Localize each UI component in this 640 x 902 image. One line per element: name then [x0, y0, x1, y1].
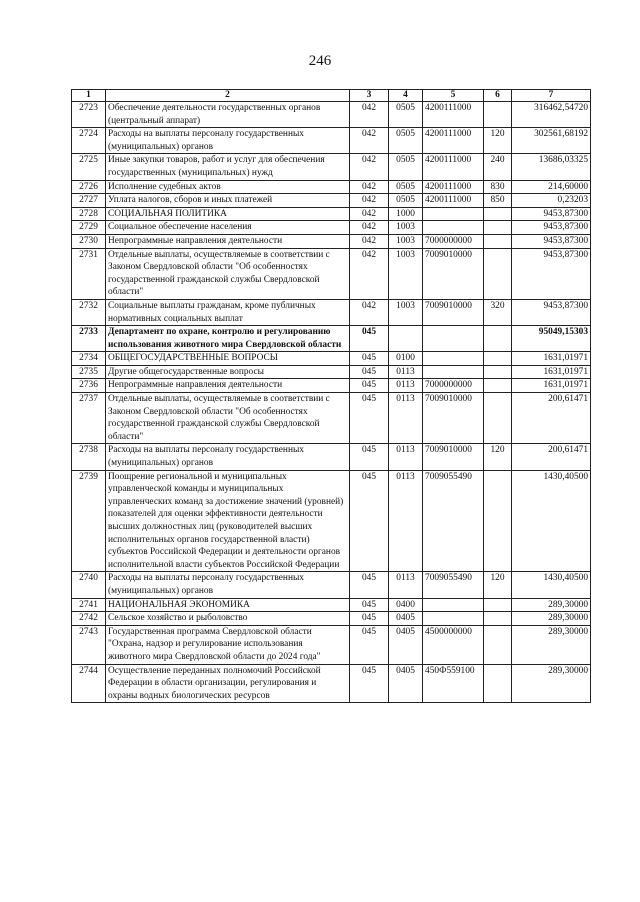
row-amount: 9453,87300 — [512, 248, 591, 299]
row-amount: 200,61471 — [512, 444, 591, 470]
row-amount: 289,30000 — [512, 664, 591, 703]
table-row — [72, 221, 591, 235]
header-col-3: 3 — [350, 90, 389, 102]
row-name: Осуществление переданных полномочий Российской Федерации в области организации, регулирования и охраны водных биологических ресурсов — [106, 664, 350, 703]
row-admin-code: 045 — [350, 572, 389, 598]
row-number: 2743 — [72, 625, 106, 664]
row-section-code: 0113 — [389, 393, 423, 444]
row-amount: 1631,01971 — [512, 352, 591, 366]
row-name: НАЦИОНАЛЬНАЯ ЭКОНОМИКА — [106, 598, 350, 612]
table-row — [72, 180, 591, 194]
row-expense-type — [484, 221, 512, 235]
table-header-row — [72, 90, 591, 102]
row-expense-type — [484, 365, 512, 379]
row-number: 2736 — [72, 379, 106, 393]
row-name: Исполнение судебных актов — [106, 180, 350, 194]
row-number: 2738 — [72, 444, 106, 470]
header-col-2: 2 — [106, 90, 350, 102]
row-name: Отдельные выплаты, осуществляемые в соответствии с Законом Свердловской области "Об особенностях государственной гражданской службы Свердловской области" — [106, 248, 350, 299]
row-name: Другие общегосударственные вопросы — [106, 365, 350, 379]
row-admin-code: 042 — [350, 154, 389, 180]
row-amount: 0,23203 — [512, 194, 591, 208]
row-admin-code: 045 — [350, 664, 389, 703]
row-expense-type: 850 — [484, 194, 512, 208]
table-body — [72, 102, 591, 703]
row-expense-type — [484, 379, 512, 393]
table-row — [72, 470, 591, 572]
row-target-article — [423, 365, 484, 379]
row-name: Обеспечение деятельности государственных органов (центральный аппарат) — [106, 102, 350, 128]
row-expense-type — [484, 612, 512, 626]
row-name: Расходы на выплаты персоналу государственных (муниципальных) органов — [106, 572, 350, 598]
row-expense-type — [484, 664, 512, 703]
row-amount: 316462,54720 — [512, 102, 591, 128]
row-amount: 289,30000 — [512, 625, 591, 664]
row-admin-code: 045 — [350, 393, 389, 444]
row-section-code: 1003 — [389, 234, 423, 248]
row-amount: 1631,01971 — [512, 365, 591, 379]
row-name: Расходы на выплаты персоналу государственных (муниципальных) органов — [106, 444, 350, 470]
table-row — [72, 194, 591, 208]
table-row — [72, 234, 591, 248]
row-section-code: 0400 — [389, 598, 423, 612]
row-expense-type — [484, 393, 512, 444]
row-admin-code: 042 — [350, 180, 389, 194]
row-number: 2730 — [72, 234, 106, 248]
row-section-code: 0505 — [389, 102, 423, 128]
row-expense-type: 120 — [484, 444, 512, 470]
row-amount: 95049,15303 — [512, 326, 591, 352]
row-target-article: 4200111000 — [423, 102, 484, 128]
row-target-article — [423, 352, 484, 366]
row-number: 2728 — [72, 207, 106, 221]
row-name: СОЦИАЛЬНАЯ ПОЛИТИКА — [106, 207, 350, 221]
row-target-article: 7009010000 — [423, 248, 484, 299]
row-section-code: 0505 — [389, 194, 423, 208]
row-expense-type — [484, 248, 512, 299]
row-expense-type — [484, 326, 512, 352]
row-number: 2735 — [72, 365, 106, 379]
row-target-article: 7009055490 — [423, 470, 484, 572]
row-number: 2727 — [72, 194, 106, 208]
header-col-7: 7 — [512, 90, 591, 102]
table-row — [72, 154, 591, 180]
row-admin-code: 042 — [350, 207, 389, 221]
row-section-code: 1000 — [389, 207, 423, 221]
row-admin-code: 045 — [350, 625, 389, 664]
row-target-article: 4200111000 — [423, 194, 484, 208]
table-row — [72, 326, 591, 352]
row-number: 2732 — [72, 299, 106, 325]
row-section-code: 1003 — [389, 248, 423, 299]
row-number: 2731 — [72, 248, 106, 299]
row-section-code — [389, 326, 423, 352]
row-number: 2739 — [72, 470, 106, 572]
row-expense-type — [484, 352, 512, 366]
row-amount: 200,61471 — [512, 393, 591, 444]
row-expense-type — [484, 102, 512, 128]
table-row — [72, 352, 591, 366]
row-target-article — [423, 221, 484, 235]
row-expense-type: 120 — [484, 128, 512, 154]
row-admin-code: 045 — [350, 352, 389, 366]
row-name: Социальное обеспечение населения — [106, 221, 350, 235]
row-admin-code: 042 — [350, 248, 389, 299]
row-target-article: 4200111000 — [423, 128, 484, 154]
row-number: 2725 — [72, 154, 106, 180]
table-row — [72, 299, 591, 325]
table-row — [72, 379, 591, 393]
row-name: Отдельные выплаты, осуществляемые в соответствии с Законом Свердловской области "Об особенностях государственной гражданской службы Свердловской области" — [106, 393, 350, 444]
row-section-code: 0405 — [389, 625, 423, 664]
row-section-code: 0505 — [389, 154, 423, 180]
row-number: 2740 — [72, 572, 106, 598]
row-section-code: 0113 — [389, 572, 423, 598]
table-row — [72, 365, 591, 379]
row-admin-code: 045 — [350, 365, 389, 379]
row-section-code: 0505 — [389, 128, 423, 154]
row-amount: 13686,03325 — [512, 154, 591, 180]
row-expense-type: 120 — [484, 572, 512, 598]
row-number: 2726 — [72, 180, 106, 194]
row-section-code: 0113 — [389, 444, 423, 470]
row-name: Непрограммные направления деятельности — [106, 379, 350, 393]
row-expense-type: 830 — [484, 180, 512, 194]
table-row — [72, 664, 591, 703]
row-section-code: 1003 — [389, 299, 423, 325]
row-target-article: 7009055490 — [423, 572, 484, 598]
row-admin-code: 042 — [350, 194, 389, 208]
table-row — [72, 572, 591, 598]
table-row — [72, 598, 591, 612]
row-amount: 9453,87300 — [512, 221, 591, 235]
row-section-code: 0505 — [389, 180, 423, 194]
row-number: 2733 — [72, 326, 106, 352]
row-section-code: 0100 — [389, 352, 423, 366]
row-expense-type — [484, 598, 512, 612]
page-number: 246 — [308, 53, 332, 69]
table-row — [72, 128, 591, 154]
row-name: Расходы на выплаты персоналу государственных (муниципальных) органов — [106, 128, 350, 154]
table-row — [72, 207, 591, 221]
row-amount: 9453,87300 — [512, 207, 591, 221]
header-col-6: 6 — [484, 90, 512, 102]
table-row — [72, 102, 591, 128]
row-target-article: 450Ф559100 — [423, 664, 484, 703]
row-admin-code: 045 — [350, 612, 389, 626]
row-admin-code: 045 — [350, 379, 389, 393]
row-admin-code: 045 — [350, 326, 389, 352]
row-target-article: 4500000000 — [423, 625, 484, 664]
row-section-code: 0113 — [389, 365, 423, 379]
row-name: ОБЩЕГОСУДАРСТВЕННЫЕ ВОПРОСЫ — [106, 352, 350, 366]
row-name: Уплата налогов, сборов и иных платежей — [106, 194, 350, 208]
row-admin-code: 042 — [350, 299, 389, 325]
row-number: 2742 — [72, 612, 106, 626]
row-number: 2744 — [72, 664, 106, 703]
table-row — [72, 393, 591, 444]
row-target-article: 7000000000 — [423, 379, 484, 393]
row-target-article: 4200111000 — [423, 180, 484, 194]
row-target-article — [423, 598, 484, 612]
row-expense-type — [484, 207, 512, 221]
row-name: Непрограммные направления деятельности — [106, 234, 350, 248]
row-target-article: 7009010000 — [423, 299, 484, 325]
row-amount: 9453,87300 — [512, 234, 591, 248]
row-section-code: 0405 — [389, 612, 423, 626]
row-admin-code: 042 — [350, 128, 389, 154]
row-section-code: 0405 — [389, 664, 423, 703]
table-row — [72, 625, 591, 664]
header-col-4: 4 — [389, 90, 423, 102]
row-number: 2734 — [72, 352, 106, 366]
header-col-1: 1 — [72, 90, 106, 102]
row-number: 2724 — [72, 128, 106, 154]
row-number: 2723 — [72, 102, 106, 128]
row-name: Сельское хозяйство и рыболовство — [106, 612, 350, 626]
row-target-article: 4200111000 — [423, 154, 484, 180]
row-target-article: 7009010000 — [423, 444, 484, 470]
row-number: 2741 — [72, 598, 106, 612]
row-amount: 1631,01971 — [512, 379, 591, 393]
row-expense-type — [484, 470, 512, 572]
row-admin-code: 045 — [350, 470, 389, 572]
row-name: Социальные выплаты гражданам, кроме публичных нормативных социальных выплат — [106, 299, 350, 325]
row-name: Государственная программа Свердловской области "Охрана, надзор и регулирование использования животного мира Свердловской области до 2024 года" — [106, 625, 350, 664]
table-row — [72, 444, 591, 470]
row-number: 2737 — [72, 393, 106, 444]
row-expense-type: 240 — [484, 154, 512, 180]
row-target-article — [423, 612, 484, 626]
row-target-article: 7000000000 — [423, 234, 484, 248]
row-section-code: 1003 — [389, 221, 423, 235]
row-amount: 289,30000 — [512, 598, 591, 612]
row-admin-code: 042 — [350, 234, 389, 248]
budget-table — [71, 89, 591, 703]
row-name: Поощрение региональной и муниципальных управленческой команды и муниципальных управленческих команд за достижение значений (уровней) показателей для оценки эффективности деятельности высших должностных лиц (руководителей высших исполнительных органов государственной власти) субъектов Российской Федерации и деятельности органов исполнительной власти субъектов Российской Федерации — [106, 470, 350, 572]
row-amount: 214,60000 — [512, 180, 591, 194]
row-amount: 302561,68192 — [512, 128, 591, 154]
row-amount: 1430,40500 — [512, 470, 591, 572]
row-target-article: 7009010000 — [423, 393, 484, 444]
row-expense-type — [484, 625, 512, 664]
row-amount: 9453,87300 — [512, 299, 591, 325]
row-expense-type — [484, 234, 512, 248]
row-section-code: 0113 — [389, 379, 423, 393]
row-target-article — [423, 207, 484, 221]
row-expense-type: 320 — [484, 299, 512, 325]
row-target-article — [423, 326, 484, 352]
row-number: 2729 — [72, 221, 106, 235]
row-admin-code: 045 — [350, 598, 389, 612]
row-name: Иные закупки товаров, работ и услуг для обеспечения государственных (муниципальных) нужд — [106, 154, 350, 180]
row-section-code: 0113 — [389, 470, 423, 572]
table-row — [72, 612, 591, 626]
row-admin-code: 045 — [350, 444, 389, 470]
row-amount: 289,30000 — [512, 612, 591, 626]
table-row — [72, 248, 591, 299]
row-name: Департамент по охране, контролю и регулированию использования животного мира Свердловской области — [106, 326, 350, 352]
row-amount: 1430,40500 — [512, 572, 591, 598]
row-admin-code: 042 — [350, 221, 389, 235]
header-col-5: 5 — [423, 90, 484, 102]
row-admin-code: 042 — [350, 102, 389, 128]
